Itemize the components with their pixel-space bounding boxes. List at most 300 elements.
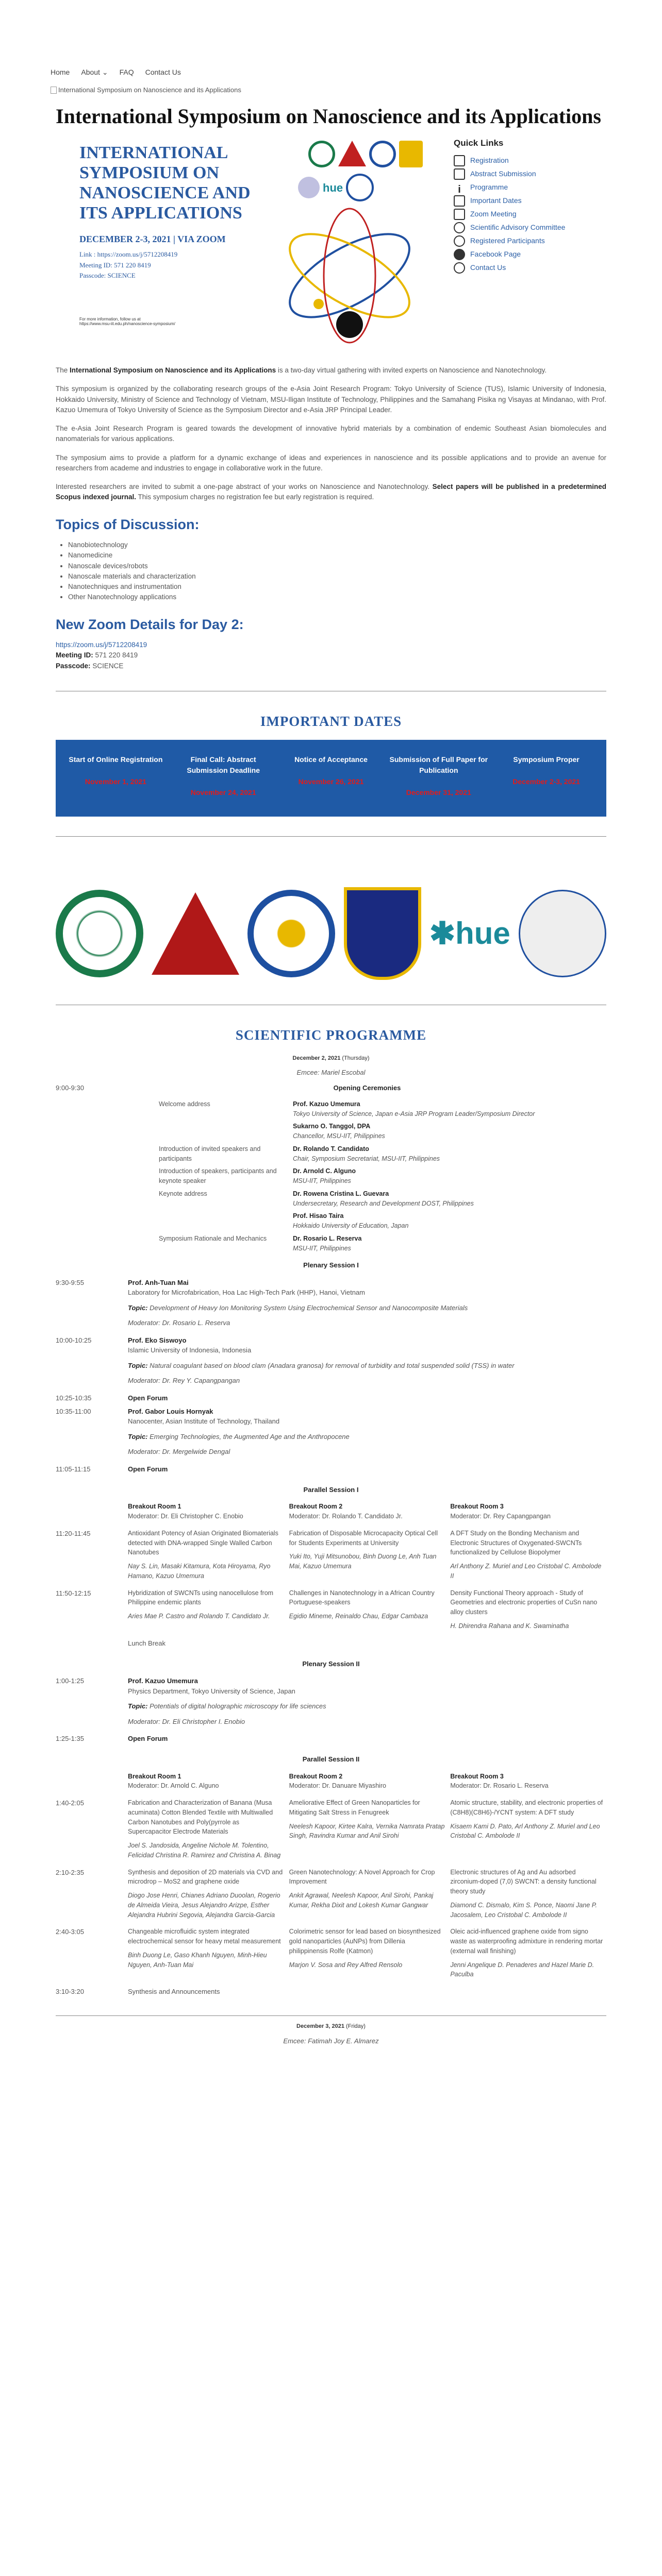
slot — [56, 1868, 606, 1920]
paper-authors: Diogo Jose Henri, Chianes Adriano Duoolan, Rogerio de Almeida Vieira, Jesus Alejandro Arizpe, Esther Alejandra Hubrini Segovia, Alejandra Garcia-Garcia — [128, 1892, 280, 1919]
paper — [289, 1588, 445, 1631]
rooms-row — [56, 1502, 606, 1521]
intro-text: This symposium charges no registration fee but early registration is required. — [136, 493, 374, 501]
opening-right — [293, 1211, 606, 1231]
ql-label: Registered Participants — [470, 236, 545, 245]
intro-p2: This symposium is organized by the collaborating research groups of the e-Asia Joint Research Program: Tokyo University of Science (TUS), Islamic University of Indonesia, Hokkaido University, Ministry of Science and Technology of Vietnam, MSU-Iligan Institute of Technology, Philippines and the Samahang Pisika ng Visayas at Mindanao, with Prof. Kazuo Umemura of Tokyo University of Science as the Symposium Director and e-Asia JRP Principal Leader. — [56, 385, 606, 414]
paper-authors: Nay S. Lin, Masaki Kitamura, Kota Hiroyama, Ryo Hamano, Kazuo Umemura — [128, 1563, 271, 1580]
paper-authors: Egidio Mineme, Reinaldo Chau, Edgar Cambaza — [289, 1613, 428, 1620]
date-value: November 24, 2021 — [190, 788, 256, 797]
topic-label: Topic: — [128, 1361, 148, 1369]
intro-bold: Select papers will be published in a predetermined Scopus indexed journal. — [56, 483, 606, 501]
spacer — [56, 1502, 128, 1521]
banner — [56, 137, 606, 353]
intro-text: is a two-day virtual gathering with invited experts on Nanoscience and Nanotechnology. — [276, 366, 547, 374]
speaker-affil: Physics Department, Tokyo University of Science, Japan — [128, 1687, 295, 1695]
msu-logo-icon — [152, 892, 239, 975]
paper — [128, 1529, 284, 1581]
ql-facebook[interactable] — [454, 248, 606, 261]
topic-label: Topic: — [128, 1702, 148, 1710]
chevron-down-icon: ⌄ — [102, 68, 108, 76]
paper — [450, 1927, 606, 1979]
room — [128, 1772, 284, 1791]
paper-cols — [128, 1798, 606, 1860]
talk-topic — [128, 1361, 606, 1371]
day-weekday: (Thursday) — [340, 1055, 370, 1061]
parallel-2: Parallel Session II — [302, 1755, 360, 1763]
rooms-row — [56, 1772, 606, 1791]
paper — [128, 1927, 284, 1979]
talk-row — [56, 1335, 606, 1386]
parallel-1: Parallel Session I — [303, 1485, 359, 1494]
date-col — [170, 754, 277, 798]
opening-row — [56, 1234, 606, 1253]
speaker-name: Prof. Gabor Louis Hornyak — [128, 1407, 213, 1415]
moderator: Moderator: Dr. Eli Christopher I. Enobio — [128, 1717, 245, 1725]
zoom-details — [22, 640, 640, 671]
paper-authors: Yuki Ito, Yuji Mitsunobou, Binh Duong Le, Anh Tuan Mai, Kazuo Umemura — [289, 1553, 437, 1570]
intro-p5 — [22, 482, 640, 503]
date-value: November 1, 2021 — [85, 777, 146, 786]
opening-left: Introduction of speakers, participants and keynote speaker — [159, 1167, 277, 1184]
paper-authors: Aries Mae P. Castro and Rolando T. Candidato Jr. — [128, 1613, 270, 1620]
list-item: • Nanoscale devices/robots — [68, 561, 606, 571]
paper-title: Fabrication of Disposable Microcapacity Optical Cell for Students Experiments at University — [289, 1529, 438, 1547]
talk-row — [56, 1278, 606, 1328]
paper-authors: Neelesh Kapoor, Kirtee Kalra, Vernika Namrata Pratap Singh, Ravindra Kumar and Anil Sirohi — [289, 1822, 445, 1840]
paper-title: Density Functional Theory approach - Study of Geometries and electronic properties of CuSn nano alloy clusters — [450, 1589, 598, 1616]
time: 9:30-9:55 — [56, 1278, 84, 1286]
time: 1:40-2:05 — [56, 1799, 84, 1807]
opening-row — [56, 1166, 606, 1186]
room-moderator: Moderator: Dr. Eli Christopher C. Enobio — [128, 1513, 243, 1520]
broken-image-alt: International Symposium on Nanoscience and its Applications — [58, 86, 241, 94]
opening-row — [56, 1189, 606, 1209]
users-icon — [454, 235, 465, 247]
zoom-link[interactable]: https://zoom.us/j/5712208419 — [56, 641, 147, 649]
speaker-role: Chair, Symposium Secretariat, MSU-IIT, Philippines — [293, 1155, 440, 1162]
time: 11:20-11:45 — [56, 1529, 91, 1537]
talk-topic — [128, 1432, 606, 1442]
ql-label: Registration — [470, 156, 509, 164]
poster-date: DECEMBER 2-3, 2021 | VIA ZOOM — [79, 234, 226, 245]
intro-p4: The symposium aims to provide a platform for a dynamic exchange of ideas and experiences in nanoscience and its possible applications and to provide an avenue for researchers from academe and industries to engage in collaborative work in the future. — [56, 453, 606, 472]
partner-logos — [56, 882, 606, 985]
time: 2:10-2:35 — [56, 1868, 84, 1876]
speaker-name: Dr. Arnold C. Alguno — [293, 1167, 356, 1175]
ql-committee[interactable] — [454, 221, 606, 234]
programme-title: SCIENTIFIC PROGRAMME — [235, 1027, 427, 1043]
room — [289, 1502, 445, 1521]
forum-label: Open Forum — [128, 1465, 168, 1473]
list-item: • Nanoscale materials and characterization — [68, 571, 606, 582]
paper — [289, 1529, 445, 1581]
talks-list — [56, 1278, 606, 1386]
speaker-name: Prof. Anh-Tuan Mai — [128, 1278, 189, 1286]
poster-logos-top — [308, 141, 423, 167]
moderator: Moderator: Dr. Rosario L. Reserva — [128, 1319, 230, 1327]
ql-label: Programme — [470, 183, 508, 191]
important-dates-title: IMPORTANT DATES — [260, 713, 402, 729]
list-item: • Nanomedicine — [68, 550, 606, 561]
paper-cols — [128, 1927, 606, 1979]
talk-block — [56, 1676, 606, 1726]
forum-label: Open Forum — [128, 1394, 168, 1402]
paper-title: Green Nanotechnology: A Novel Approach for Crop Improvement — [289, 1868, 435, 1886]
room-moderator: Moderator: Dr. Arnold C. Alguno — [128, 1782, 219, 1790]
phone-icon — [454, 262, 465, 274]
passcode-value: SCIENCE — [92, 662, 124, 670]
opening-right — [293, 1144, 606, 1164]
opening-row — [56, 1083, 606, 1096]
time: 10:35-11:00 — [56, 1407, 91, 1415]
speaker-affil: Nanocenter, Asian Institute of Technology, Thailand — [128, 1417, 280, 1426]
date-col — [492, 754, 600, 798]
slot-row — [56, 1798, 606, 1860]
ql-participants[interactable] — [454, 234, 606, 248]
passcode-label: Passcode: — [56, 662, 91, 670]
divider — [56, 2015, 606, 2016]
opening-left — [56, 1211, 293, 1231]
time: 10:25-10:35 — [56, 1394, 92, 1402]
opening-right — [293, 1189, 606, 1209]
ql-label: Important Dates — [470, 196, 522, 205]
room — [289, 1772, 445, 1791]
paper-cols — [128, 1868, 606, 1920]
date-label: Start of Online Registration — [69, 755, 163, 764]
rooms — [56, 1502, 606, 1521]
lunch-row — [56, 1638, 606, 1652]
paper-authors: Joel S. Jandosida, Angeline Nichole M. Tolentino, Felicidad Christina R. Ramirez and Christina A. Binag — [128, 1842, 281, 1859]
quick-links-title: Quick Links — [454, 138, 504, 148]
uii-logo-icon — [399, 141, 423, 167]
paper-title: Challenges in Nanotechnology in a African Country Portuguese-speakers — [289, 1589, 435, 1606]
paper — [289, 1927, 445, 1979]
paper — [450, 1588, 606, 1631]
forum-row — [56, 1393, 606, 1406]
room-name: Breakout Room 2 — [289, 1503, 343, 1511]
paper-title: Colorimetric sensor for lead based on biosynthesized gold nanoparticles (AuNPs) from Dillenia philippinensis Rolfe (Katmon) — [289, 1928, 441, 1955]
synthesis-label: Synthesis and Announcements — [128, 1988, 220, 1995]
opening-row — [56, 1144, 606, 1164]
date-label: Symposium Proper — [513, 755, 580, 764]
poster-small-1: For more information, follow us at — [79, 316, 141, 321]
slot-row — [56, 1868, 606, 1920]
opening-row — [56, 1122, 606, 1141]
talk-topic — [128, 1303, 606, 1313]
talk-body — [128, 1335, 606, 1386]
paper-authors: Diamond C. Dismalo, Kim S. Ponce, Naomi Jane P. Jacosalem, Leo Cristobal C. Ambolode II — [450, 1901, 597, 1919]
time: 11:50-12:15 — [56, 1589, 91, 1597]
nav-home[interactable]: Home — [51, 68, 70, 76]
day1-emcee: Emcee: Mariel Escobal — [296, 1069, 366, 1077]
spvm-logo-icon — [519, 890, 606, 977]
day2-date — [56, 2022, 606, 2031]
nav-about-label: About — [81, 68, 100, 76]
opening-title: Opening Ceremonies — [333, 1083, 401, 1092]
list-item: • Nanobiotechnology — [68, 540, 606, 550]
facebook-icon — [454, 249, 465, 260]
forum-label: Open Forum — [128, 1735, 168, 1742]
paper — [450, 1798, 606, 1860]
room-name: Breakout Room 3 — [450, 1772, 504, 1780]
date-col — [385, 754, 492, 798]
slot — [56, 1798, 606, 1860]
zoom-title: New Zoom Details for Day 2: — [56, 616, 244, 632]
poster-meeting-id: Meeting ID: 571 220 8419 — [79, 261, 151, 269]
opening-list — [56, 1099, 606, 1253]
broken-image-icon — [51, 87, 57, 94]
topics-list — [22, 540, 640, 603]
topic-text: Natural coagulant based on blood clam (Anadara granosa) for removal of turbidity and total suspended solid (TSS) in water — [150, 1361, 515, 1369]
tus-logo-icon — [56, 890, 143, 977]
paper — [128, 1588, 284, 1631]
talk-row — [56, 1676, 606, 1726]
hue-logo-icon: hue — [323, 181, 343, 194]
page — [22, 0, 640, 2046]
paper-title: Fabrication and Characterization of Banana (Musa acuminata) Cotton Blended Textile with Multiwalled Carbon Nanotubes and Poly(pyrrole as Supercapacitor Electrode Materials — [128, 1799, 273, 1836]
ql-dates[interactable] — [454, 194, 606, 208]
ql-label: Zoom Meeting — [470, 210, 517, 218]
room-moderator: Moderator: Dr. Danuare Miyashiro — [289, 1782, 386, 1790]
time: 1:00-1:25 — [56, 1677, 84, 1685]
topic-text: Emerging Technologies, the Augmented Age and the Anthropocene — [150, 1432, 350, 1440]
opening-right — [293, 1099, 606, 1119]
ql-label: Facebook Page — [470, 250, 521, 258]
date-label: Final Call: Abstract Submission Deadline — [187, 755, 260, 775]
talk-body — [128, 1406, 606, 1457]
date-col — [277, 754, 385, 798]
meeting-id-value: 571 220 8419 — [95, 651, 138, 659]
room-moderator: Moderator: Dr. Rey Capangpangan — [450, 1513, 551, 1520]
date-value: December 31, 2021 — [406, 788, 471, 797]
programme — [56, 1025, 606, 2046]
ql-label: Scientific Advisory Committee — [470, 223, 566, 231]
time: 2:40-3:05 — [56, 1928, 84, 1936]
speaker-affil: Islamic University of Indonesia, Indonesia — [128, 1346, 252, 1354]
info-icon: i — [458, 183, 461, 195]
intro-text: Interested researchers are invited to submit a one-page abstract of your works on Nanoscience and Nanotechnology. — [56, 483, 433, 490]
plenary-2: Plenary Session II — [302, 1659, 360, 1668]
room — [128, 1502, 284, 1521]
speaker-name: Dr. Rosario L. Reserva — [293, 1234, 362, 1242]
slot — [56, 1529, 606, 1581]
poster-small-2: https://www.msu-iit.edu.ph/nanoscience-symposium/ — [79, 321, 175, 327]
slot — [56, 1588, 606, 1631]
topic-label: Topic: — [128, 1303, 148, 1312]
speaker-role: Undersecretary, Research and Development DOST, Philippines — [293, 1199, 474, 1207]
nav-contact[interactable]: Contact Us — [145, 68, 181, 76]
paper-authors: Marjon V. Sosa and Rey Alfred Rensolo — [289, 1961, 403, 1969]
speaker-name: Dr. Rowena Cristina L. Guevara — [293, 1190, 389, 1197]
room-name: Breakout Room 1 — [128, 1503, 181, 1511]
spvm-logo-icon — [298, 177, 320, 198]
topics-title: Topics of Discussion: — [56, 516, 200, 532]
room-moderator: Moderator: Dr. Rolando T. Candidato Jr. — [289, 1513, 403, 1520]
top-nav — [22, 0, 640, 81]
intro-text: The — [56, 366, 70, 374]
ql-zoom[interactable] — [454, 208, 606, 221]
opening-left: Introduction of invited speakers and participants — [159, 1145, 261, 1162]
room-cols — [128, 1772, 606, 1791]
pencil-icon — [454, 155, 465, 166]
room — [450, 1772, 606, 1791]
slot — [56, 1927, 606, 1979]
paper-title: A DFT Study on the Bonding Mechanism and Electronic Structures of Oxygenated-SWCNTs functionalized by Cellulose Biopolymer — [450, 1529, 582, 1556]
room-cols — [128, 1502, 606, 1521]
topic-text: Potentials of digital holographic microscopy for life sciences — [150, 1702, 326, 1710]
paper — [289, 1868, 445, 1920]
paper-title: Synthesis and deposition of 2D materials via CVD and microdrop – MoS2 and graphene oxide — [128, 1868, 283, 1886]
paper-title: Atomic structure, stability, and electronic properties of (C8H8)(C8H6)-/YCNT system: A DFT study — [450, 1799, 603, 1816]
talk-row — [56, 1406, 606, 1457]
opening-right — [293, 1234, 606, 1253]
room — [450, 1502, 606, 1521]
moderator: Moderator: Dr. Mergelwide Dengal — [128, 1448, 230, 1456]
ql-label: Contact Us — [470, 263, 506, 272]
paper — [450, 1868, 606, 1920]
intro-p1 — [22, 365, 640, 376]
slot-row — [56, 1529, 606, 1581]
paper-title: Antioxidant Potency of Asian Originated Biomaterials detected with DNA-wrapped Single Walled Carbon Nanotubes — [128, 1529, 278, 1556]
rooms — [56, 1772, 606, 1791]
speaker-name: Prof. Hisao Taira — [293, 1212, 344, 1220]
paper — [289, 1798, 445, 1860]
talk-block — [56, 1406, 606, 1457]
orbit-graphic — [277, 198, 442, 353]
important-dates-table — [56, 740, 606, 817]
day-weekday: (Friday) — [344, 2023, 366, 2029]
talk-topic — [128, 1701, 606, 1711]
speaker-name: Sukarno O. Tanggol, DPA — [293, 1123, 371, 1130]
day-date: December 2, 2021 — [292, 1055, 341, 1061]
speaker-role: Chancellor, MSU-IIT, Philippines — [293, 1132, 385, 1140]
speaker-role: Tokyo University of Science, Japan e-Asia JRP Program Leader/Symposium Director — [293, 1110, 535, 1117]
paper-title: Oleic acid-influenced graphene oxide from signo waste as waterproofing admixture in rendering mortar (external wall finishing) — [450, 1928, 603, 1955]
ql-label: Abstract Submission — [470, 170, 536, 178]
broken-image — [22, 81, 640, 99]
day2-emcee: Emcee: Fatimah Joy E. Almarez — [283, 2037, 379, 2045]
speaker-role: MSU-IIT, Philippines — [293, 1244, 351, 1252]
gear-icon — [454, 222, 465, 233]
paper-title: Ameliorative Effect of Green Nanoparticles for Mitigating Salt Stress in Fenugreek — [289, 1799, 420, 1816]
opening-right — [293, 1166, 606, 1186]
opening-left — [56, 1122, 293, 1141]
date-value: November 26, 2021 — [298, 777, 364, 786]
paper-authors: Binh Duong Le, Gaso Khanh Nguyen, Minh-Hieu Nguyen, Anh-Tuan Mai — [128, 1951, 267, 1969]
paper-title: Hybridization of SWCNTs using nanocellulose from Philippine endemic plants — [128, 1589, 274, 1606]
room-name: Breakout Room 1 — [128, 1772, 181, 1780]
opening-right — [293, 1122, 606, 1141]
opening-row — [56, 1211, 606, 1231]
forum-row — [56, 1734, 606, 1747]
vietnam-logo-icon — [369, 141, 396, 167]
slot-row — [56, 1927, 606, 1979]
moderator: Moderator: Dr. Rey Y. Capangpangan — [128, 1377, 240, 1385]
room-name: Breakout Room 2 — [289, 1772, 343, 1780]
day1-date — [56, 1054, 606, 1063]
paper-title: Electronic structures of Ag and Au adsorbed zirconium-doped (7,0) SWCNT: a density functional theory study — [450, 1868, 597, 1895]
poster-logos-bottom — [298, 174, 374, 201]
date-label: Submission of Full Paper for Publication — [389, 755, 488, 775]
slot-row — [56, 1588, 606, 1631]
intro-p3: The e-Asia Joint Research Program is geared towards the development of innovative hybrid materials by a combination of endemic Southeast Asian biomolecules and nanomaterials for various applications. — [56, 425, 606, 443]
msu-logo-icon — [338, 141, 366, 166]
speaker-role: Hokkaido University of Education, Japan — [293, 1222, 409, 1229]
paper-cols — [128, 1529, 606, 1581]
opening-left: Symposium Rationale and Mechanics — [159, 1234, 267, 1242]
hue-logo-icon: ✱hue — [429, 916, 510, 951]
paper-authors: Arl Anthony Z. Muriel and Leo Cristobal C. Ambolode II — [450, 1563, 602, 1580]
ql-programme[interactable] — [454, 181, 606, 194]
page-title: International Symposium on Nanoscience and its Applications — [56, 105, 601, 128]
speaker-affil: Laboratory for Microfabrication, Hoa Lac High-Tech Park (HHP), Hanoi, Vietnam — [128, 1289, 366, 1297]
topic-label: Topic: — [128, 1432, 148, 1440]
paper — [128, 1798, 284, 1860]
lunch-label: Lunch Break — [128, 1639, 166, 1647]
speaker-name: Dr. Rolando T. Candidato — [293, 1145, 369, 1153]
paper — [128, 1868, 284, 1920]
talk-body — [128, 1676, 606, 1726]
paper-authors: Ankit Agrawal, Neelesh Kapoor, Anil Sirohi, Pankaj Kumar, Rekha Dixit and Lokesh Kumar Gangwar — [289, 1892, 434, 1909]
meeting-id-label: Meeting ID: — [56, 651, 93, 659]
paper-authors: H. Dhirendra Rahana and K. Swaminatha — [450, 1622, 569, 1630]
speaker-name: Prof. Kazuo Umemura — [293, 1100, 360, 1108]
synthesis-row — [56, 1987, 606, 2000]
time: 11:05-11:15 — [56, 1465, 91, 1473]
quick-links — [454, 137, 606, 353]
vietnam-ministry-logo-icon — [247, 890, 335, 977]
speaker-role: MSU-IIT, Philippines — [293, 1177, 351, 1184]
poster-passcode: Passcode: SCIENCE — [79, 271, 136, 279]
speaker-name: Prof. Kazuo Umemura — [128, 1677, 198, 1685]
paper-authors: Kisaem Kami D. Pato, Arl Anthony Z. Muriel and Leo Cristobal C. Ambolode II — [450, 1822, 600, 1840]
calendar-icon — [454, 195, 465, 207]
video-icon — [454, 209, 465, 220]
paper-authors: Jenni Angelique D. Penaderes and Hazel Marie D. Paculba — [450, 1961, 594, 1978]
edit-icon — [454, 168, 465, 180]
atom-logo-icon — [346, 174, 374, 201]
date-col — [62, 754, 170, 798]
room-moderator: Moderator: Dr. Rosario L. Reserva — [450, 1782, 549, 1790]
ql-abstract[interactable] — [454, 167, 606, 181]
opening-row — [56, 1099, 606, 1119]
ql-registration[interactable] — [454, 154, 606, 167]
list-item: • Other Nanotechnology applications — [68, 592, 606, 602]
time: 10:00-10:25 — [56, 1336, 92, 1344]
ql-contact[interactable] — [454, 261, 606, 275]
day-date: December 3, 2021 — [296, 2023, 344, 2029]
room-name: Breakout Room 3 — [450, 1503, 504, 1511]
topic-text: Development of Heavy Ion Monitoring System Using Electrochemical Sensor and Nanocomposite Materials — [150, 1303, 468, 1312]
banner-poster — [56, 137, 448, 353]
opening-left: Keynote address — [159, 1190, 207, 1197]
paper-title: Changeable microfluidic system integrated electrochemical sensor for heavy metal measurement — [128, 1928, 281, 1945]
nav-faq[interactable]: FAQ — [119, 68, 134, 76]
poster-link: Link : https://zoom.us/j/5712208419 — [79, 250, 178, 259]
divider — [56, 836, 606, 837]
opening-left: Welcome address — [159, 1100, 210, 1108]
time: 1:25-1:35 — [56, 1735, 84, 1742]
date-label: Notice of Acceptance — [294, 755, 368, 764]
plenary-1: Plenary Session I — [303, 1261, 359, 1269]
intro-bold: International Symposium on Nanoscience and its Applications — [70, 366, 276, 374]
poster-title: INTERNATIONAL SYMPOSIUM ON NANOSCIENCE AND ITS APPLICATIONS — [79, 143, 251, 223]
date-value: December 2-3, 2021 — [512, 777, 580, 786]
paper-cols — [128, 1588, 606, 1631]
nav-about[interactable] — [81, 67, 108, 78]
paper — [450, 1529, 606, 1581]
